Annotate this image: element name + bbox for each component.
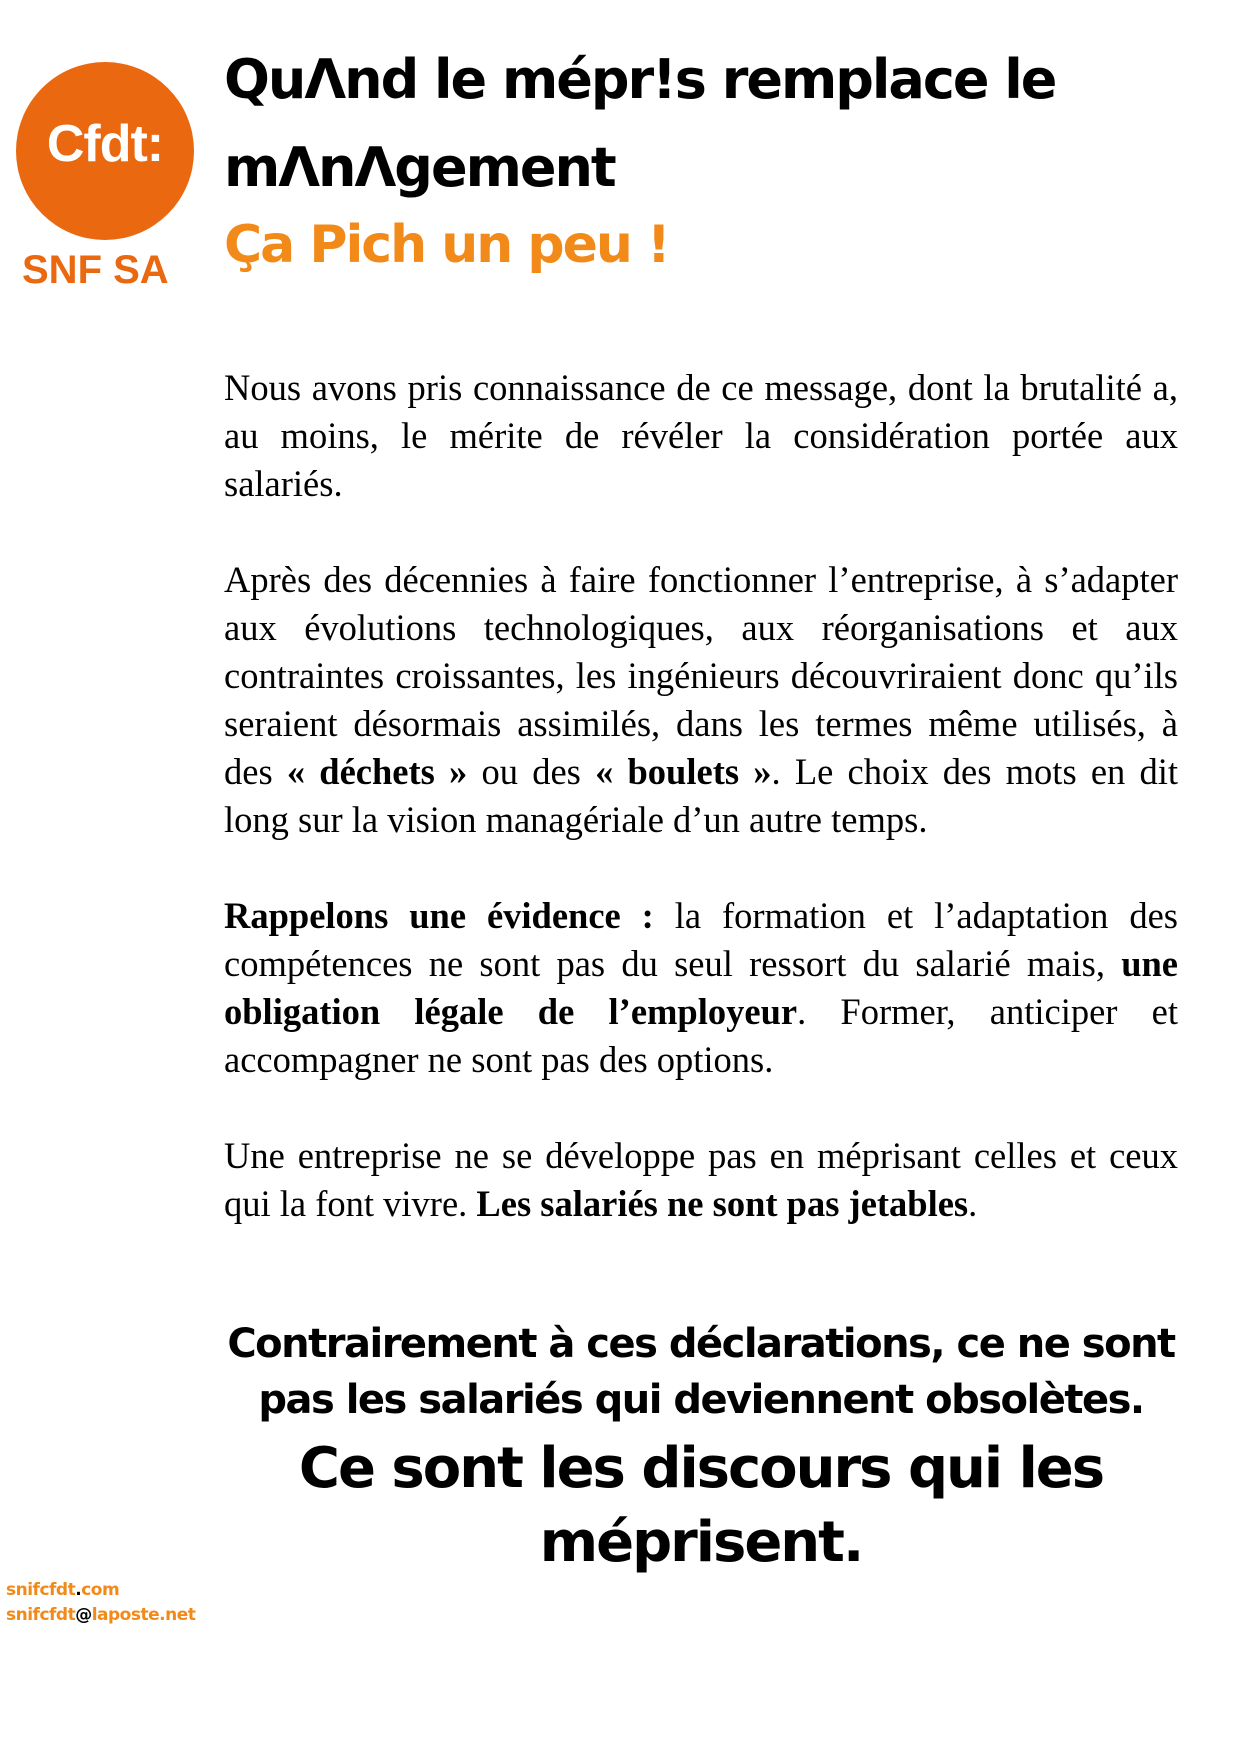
body-text [224, 364, 1178, 1276]
emphasis-jetables: Les salariés ne sont pas jetables [476, 1183, 969, 1224]
emphasis-dechets: « déchets » [286, 751, 468, 792]
cfdt-logo [16, 62, 194, 240]
text: Une entreprise ne se développe pas en méprisant celles et ceux qui la font vivre. [224, 1135, 1178, 1224]
page-title: QuΛnd le mépr!s remplace le mΛnΛgement [224, 48, 1056, 199]
text: laposte.net [91, 1605, 196, 1625]
closing-statement [224, 1316, 1178, 1580]
text: snifcfdt [6, 1580, 76, 1600]
text: snifcfdt [6, 1605, 76, 1625]
text: com [81, 1580, 120, 1600]
emphasis-boulets: « boulets » [595, 751, 772, 792]
paragraph-3 [224, 892, 1178, 1084]
text: Après des décennies à faire fonctionner l’entreprise, à s’adapter aux évolutions technologiques, aux réorganisations et aux contraintes croissantes, les ingénieurs découvriraient donc qu’ils seraient désormais assimilés, dans les termes même utilisés, à des [224, 559, 1178, 792]
footer-contact [6, 1578, 195, 1628]
paragraph-1: Nous avons pris connaissance de ce message, dont la brutalité a, au moins, le mérite de révéler la considération portée aux salariés. [224, 367, 1178, 504]
logo-subtitle: SNF SA [22, 248, 169, 292]
paragraph-4 [224, 1132, 1178, 1228]
emphasis-obligation: une obligation légale de l’employeur [224, 943, 1178, 1032]
text: . [968, 1183, 978, 1224]
closing-line-1: Contrairement à ces déclarations, ce ne sont pas les salariés qui deviennent obsolètes. [227, 1321, 1175, 1423]
page-subtitle: Ça Pich un peu ! [224, 215, 669, 275]
emphasis-rappel: Rappelons une évidence : [224, 895, 654, 936]
logo-mark: Cfdt: [46, 115, 164, 173]
paragraph-2 [224, 556, 1178, 844]
text: . Le choix des mots en dit long sur la vision managériale d’un autre temps. [224, 751, 1179, 840]
text: . [75, 1580, 82, 1600]
text: @ [75, 1605, 92, 1625]
text: la formation et l’adaptation des compétences ne sont pas du seul ressort du salarié mais, [224, 895, 1178, 984]
email-link[interactable] [6, 1603, 195, 1628]
website-link[interactable] [6, 1578, 195, 1603]
text: ou des [467, 751, 596, 792]
text: . Former, anticiper et accompagner ne sont pas des options. [224, 991, 1179, 1080]
closing-line-2: Ce sont les discours qui les méprisent. [298, 1436, 1104, 1575]
